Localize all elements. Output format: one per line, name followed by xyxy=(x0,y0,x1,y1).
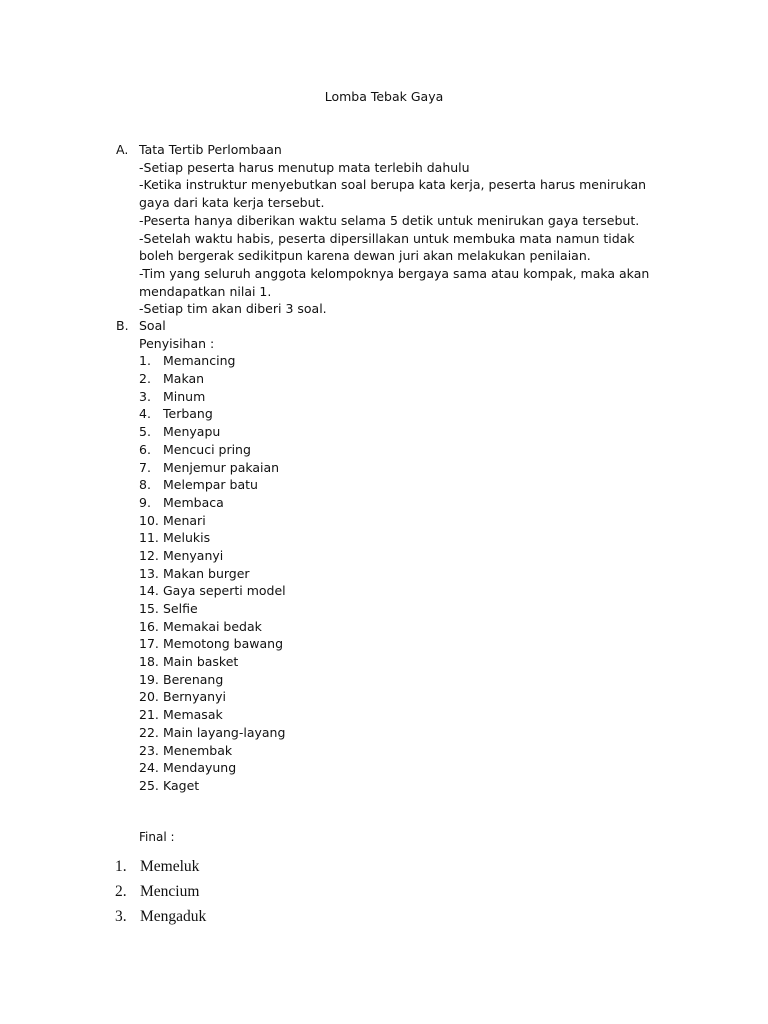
list-item xyxy=(139,582,669,600)
final-item-number: 3. xyxy=(115,908,127,925)
list-item-text: Gaya seperti model xyxy=(163,583,286,599)
rule-item: -Tim yang seluruh anggota kelompoknya bergaya sama atau kompak, maka akan mendapatkan nilai 1. xyxy=(139,265,650,299)
list-item-text: Menembak xyxy=(163,742,233,758)
list-item-number: 14. xyxy=(139,583,159,599)
list-item-number: 21. xyxy=(139,707,159,723)
list-item xyxy=(139,476,669,494)
final-item-text: Mencium xyxy=(140,883,200,900)
list-item-number: 15. xyxy=(139,601,159,617)
list-item xyxy=(139,370,669,388)
rule-item: -Peserta hanya diberikan waktu selama 5 detik untuk menirukan gaya tersebut. xyxy=(139,212,640,228)
final-item-text: Memeluk xyxy=(140,858,200,875)
list-item xyxy=(139,529,669,547)
list-item-text: Makan xyxy=(163,371,205,387)
section-b-body xyxy=(139,317,669,795)
final-item-text: Mengaduk xyxy=(140,908,207,925)
list-item xyxy=(139,653,669,671)
list-item-text: Selfie xyxy=(163,601,198,617)
list-item xyxy=(139,494,669,512)
list-item xyxy=(139,512,669,530)
list-item-text: Mendayung xyxy=(163,760,237,776)
list-item-text: Memakai bedak xyxy=(163,618,262,634)
final-item xyxy=(115,906,206,931)
list-item-text: Berenang xyxy=(163,671,224,687)
list-item-number: 11. xyxy=(139,530,159,546)
list-item-text: Membaca xyxy=(163,494,224,510)
final-item-number: 2. xyxy=(115,883,127,900)
list-item-number: 6. xyxy=(139,441,151,457)
list-item-text: Minum xyxy=(163,388,206,404)
list-item-text: Terbang xyxy=(163,406,213,422)
list-item-text: Menyapu xyxy=(163,424,221,440)
list-item-number: 5. xyxy=(139,424,151,440)
list-item-number: 23. xyxy=(139,742,159,758)
list-item xyxy=(139,742,669,760)
final-item-number: 1. xyxy=(115,858,127,875)
list-item xyxy=(139,565,669,583)
section-b-heading: Soal xyxy=(139,318,166,333)
list-item xyxy=(139,441,669,459)
list-item-text: Memancing xyxy=(163,353,236,369)
list-item xyxy=(139,600,669,618)
final-item xyxy=(115,881,206,906)
list-item xyxy=(139,423,669,441)
list-item-number: 10. xyxy=(139,512,159,528)
list-item-number: 3. xyxy=(139,388,151,404)
list-item xyxy=(139,618,669,636)
penyisihan-list xyxy=(139,352,669,794)
list-item xyxy=(139,405,669,423)
list-item-number: 20. xyxy=(139,689,159,705)
list-item-number: 25. xyxy=(139,777,159,793)
list-item-number: 17. xyxy=(139,636,159,652)
list-item xyxy=(139,459,669,477)
section-a-letter: A. xyxy=(116,142,129,157)
list-item-number: 19. xyxy=(139,671,159,687)
list-item-text: Main layang-layang xyxy=(163,724,286,740)
list-item xyxy=(139,688,669,706)
list-item-text: Makan burger xyxy=(163,565,250,581)
list-item-number: 8. xyxy=(139,477,151,493)
list-item-text: Menari xyxy=(163,512,206,528)
list-item xyxy=(139,635,669,653)
list-item-number: 24. xyxy=(139,760,159,776)
list-item-number: 9. xyxy=(139,494,151,510)
section-b-letter: B. xyxy=(116,318,129,333)
list-item xyxy=(139,547,669,565)
section-a-heading: Tata Tertib Perlombaan xyxy=(139,142,282,157)
list-item-number: 7. xyxy=(139,459,151,475)
list-item-text: Melempar batu xyxy=(163,477,258,493)
list-item-number: 13. xyxy=(139,565,159,581)
list-item-text: Melukis xyxy=(163,530,211,546)
list-item-text: Main basket xyxy=(163,654,239,670)
list-item-text: Menjemur pakaian xyxy=(163,459,280,475)
list-item-number: 2. xyxy=(139,371,151,387)
list-item-text: Mencuci pring xyxy=(163,441,251,457)
list-item-number: 4. xyxy=(139,406,151,422)
list-item xyxy=(139,706,669,724)
document-title: Lomba Tebak Gaya xyxy=(324,89,444,104)
list-item-text: Memasak xyxy=(163,707,223,723)
list-item-text: Memotong bawang xyxy=(163,636,284,652)
rule-item: -Setiap tim akan diberi 3 soal. xyxy=(139,301,327,317)
list-item xyxy=(139,759,669,777)
list-item-text: Bernyanyi xyxy=(163,689,226,705)
list-item xyxy=(139,352,669,370)
list-item-number: 18. xyxy=(139,654,159,670)
list-item-number: 16. xyxy=(139,618,159,634)
final-list xyxy=(115,856,206,931)
rule-item: -Setelah waktu habis, peserta dipersillakan untuk membuka mata namun tidak boleh bergerak sedikitpun karena dewan juri akan melakukan penilaian. xyxy=(139,230,635,264)
list-item-text: Menyanyi xyxy=(163,547,224,563)
list-item-number: 22. xyxy=(139,724,159,740)
list-item xyxy=(139,671,669,689)
list-item xyxy=(139,388,669,406)
final-label: Final : xyxy=(139,830,175,844)
rule-item: -Setiap peserta harus menutup mata terlebih dahulu xyxy=(139,159,470,175)
list-item-number: 12. xyxy=(139,547,159,563)
list-item-text: Kaget xyxy=(163,777,200,793)
rule-item: -Ketika instruktur menyebutkan soal berupa kata kerja, peserta harus menirukan gaya dari kata kerja tersebut. xyxy=(139,177,647,211)
list-item xyxy=(139,777,669,795)
section-a-body xyxy=(139,141,669,318)
list-item-number: 1. xyxy=(139,353,151,369)
penyisihan-label: Penyisihan : xyxy=(139,335,215,351)
list-item xyxy=(139,724,669,742)
final-item xyxy=(115,856,206,881)
